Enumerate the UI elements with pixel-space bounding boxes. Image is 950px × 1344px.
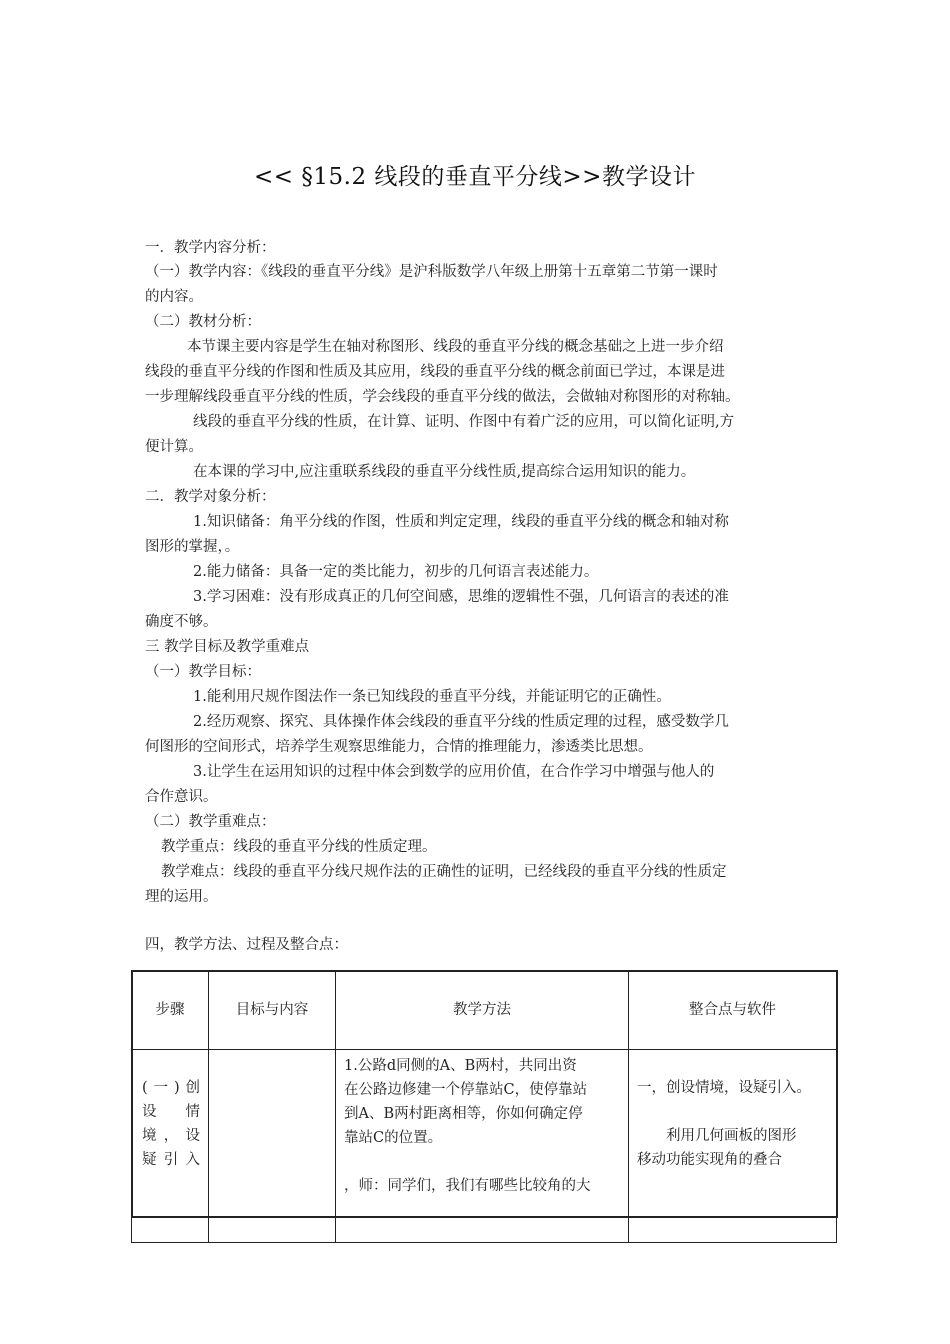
body-line: （一）教学内容：《线段的垂直平分线》是沪科版数学八年级上册第十五章第二节第一课时 [145, 264, 718, 280]
method-cell [336, 1050, 629, 1243]
body-line: 本节课主要内容是学生在轴对称图形、线段的垂直平分线的概念基础之上进一步介绍 [187, 339, 724, 355]
body-line: 一．教学内容分析： [145, 240, 276, 256]
step-line: 境，设 [142, 1128, 200, 1144]
body-line: 合作意识。 [145, 789, 218, 805]
body-line: 二．教学对象分析： [145, 489, 276, 505]
body-line: 1.知识储备：角平分线的作图，性质和判定定理，线段的垂直平分线的概念和轴对称 [193, 514, 729, 530]
header-integration: 整合点与软件 [629, 971, 837, 1050]
goal-cell [209, 1050, 336, 1243]
lesson-process-table [131, 970, 837, 1243]
body-line: 2.能力储备：具备一定的类比能力，初步的几何语言表述能力。 [193, 564, 599, 580]
body-line: 教学难点：线段的垂直平分线尺规作法的正确性的证明，已经线段的垂直平分线的性质定 [161, 864, 727, 880]
body-line: 在本课的学习中,应注重联系线段的垂直平分线性质,提高综合运用知识的能力。 [193, 464, 696, 480]
body-line: 3.让学生在运用知识的过程中体会到数学的应用价值，在合作学习中增强与他人的 [193, 764, 715, 780]
table-row [132, 1050, 837, 1243]
body-line: 图形的掌握，。 [145, 539, 240, 555]
body-line: 1.能利用尺规作图法作一条已知线段的垂直平分线，并能证明它的正确性。 [193, 689, 671, 705]
method-line: ，师：同学们，我们有哪些比较角的大 [344, 1178, 591, 1194]
header-step: 步骤 [132, 971, 209, 1050]
step-line: (一)创 [142, 1080, 200, 1096]
body-line: 一步理解线段垂直平分线的性质，学会线段的垂直平分线的做法，会做轴对称图形的对称轴。 [145, 389, 740, 405]
body-line: （一）教学目标： [145, 664, 261, 680]
method-line [344, 1150, 620, 1174]
integration-line [637, 1100, 830, 1124]
body-line: （二）教学重难点： [145, 814, 276, 830]
method-line: 1.公路d同侧的A、B两村，共同出资 [344, 1058, 577, 1074]
body-line: 线段的垂直平分线的性质，在计算、证明、作图中有着广泛的应用，可以简化证明,方 [193, 414, 735, 430]
integration-line: 移动功能实现角的叠合 [637, 1152, 782, 1168]
step-line: 设 情 [142, 1104, 200, 1120]
body-line: 便计算。 [145, 439, 203, 455]
document-title: << §15.2 线段的垂直平分线>>教学设计 [254, 164, 696, 190]
body-line: 何图形的空间形式，培养学生观察思维能力，合情的推理能力，渗透类比思想。 [145, 739, 653, 755]
method-line: 到A、B两村距离相等，你如何确定停 [344, 1106, 583, 1122]
body-line: 线段的垂直平分线的作图和性质及其应用，线段的垂直平分线的概念前面已学过，本课是进 [145, 364, 725, 380]
integration-line: 利用几何画板的图形 [637, 1128, 797, 1144]
body-line: 理的运用。 [145, 889, 218, 905]
integration-line: 一，创设情境，设疑引入。 [637, 1080, 811, 1096]
body-line: 确度不够。 [145, 614, 218, 630]
header-method: 教学方法 [336, 971, 629, 1050]
body-line: 的内容。 [145, 289, 203, 305]
method-line: 在公路边修建一个停靠站C，使停靠站 [344, 1082, 588, 1098]
body-line: 教学重点：线段的垂直平分线的性质定理。 [161, 839, 437, 855]
body-line: 3.学习困难：没有形成真正的几何空间感，思维的逻辑性不强，几何语言的表述的准 [193, 589, 729, 605]
body-line: 2.经历观察、探究、具体操作体会线段的垂直平分线的性质定理的过程，感受数学几 [193, 714, 729, 730]
header-goal: 目标与内容 [209, 971, 336, 1050]
integration-cell [629, 1050, 837, 1243]
body-line: 三 教学目标及教学重难点 [145, 639, 310, 655]
body-line: 四，教学方法、过程及整合点： [145, 937, 348, 953]
step-cell [132, 1050, 209, 1243]
method-line: 靠站C的位置。 [344, 1130, 443, 1146]
table-header-row [132, 971, 837, 1050]
step-line: 疑引入 [142, 1152, 200, 1168]
body-line: （二）教材分析： [145, 314, 261, 330]
